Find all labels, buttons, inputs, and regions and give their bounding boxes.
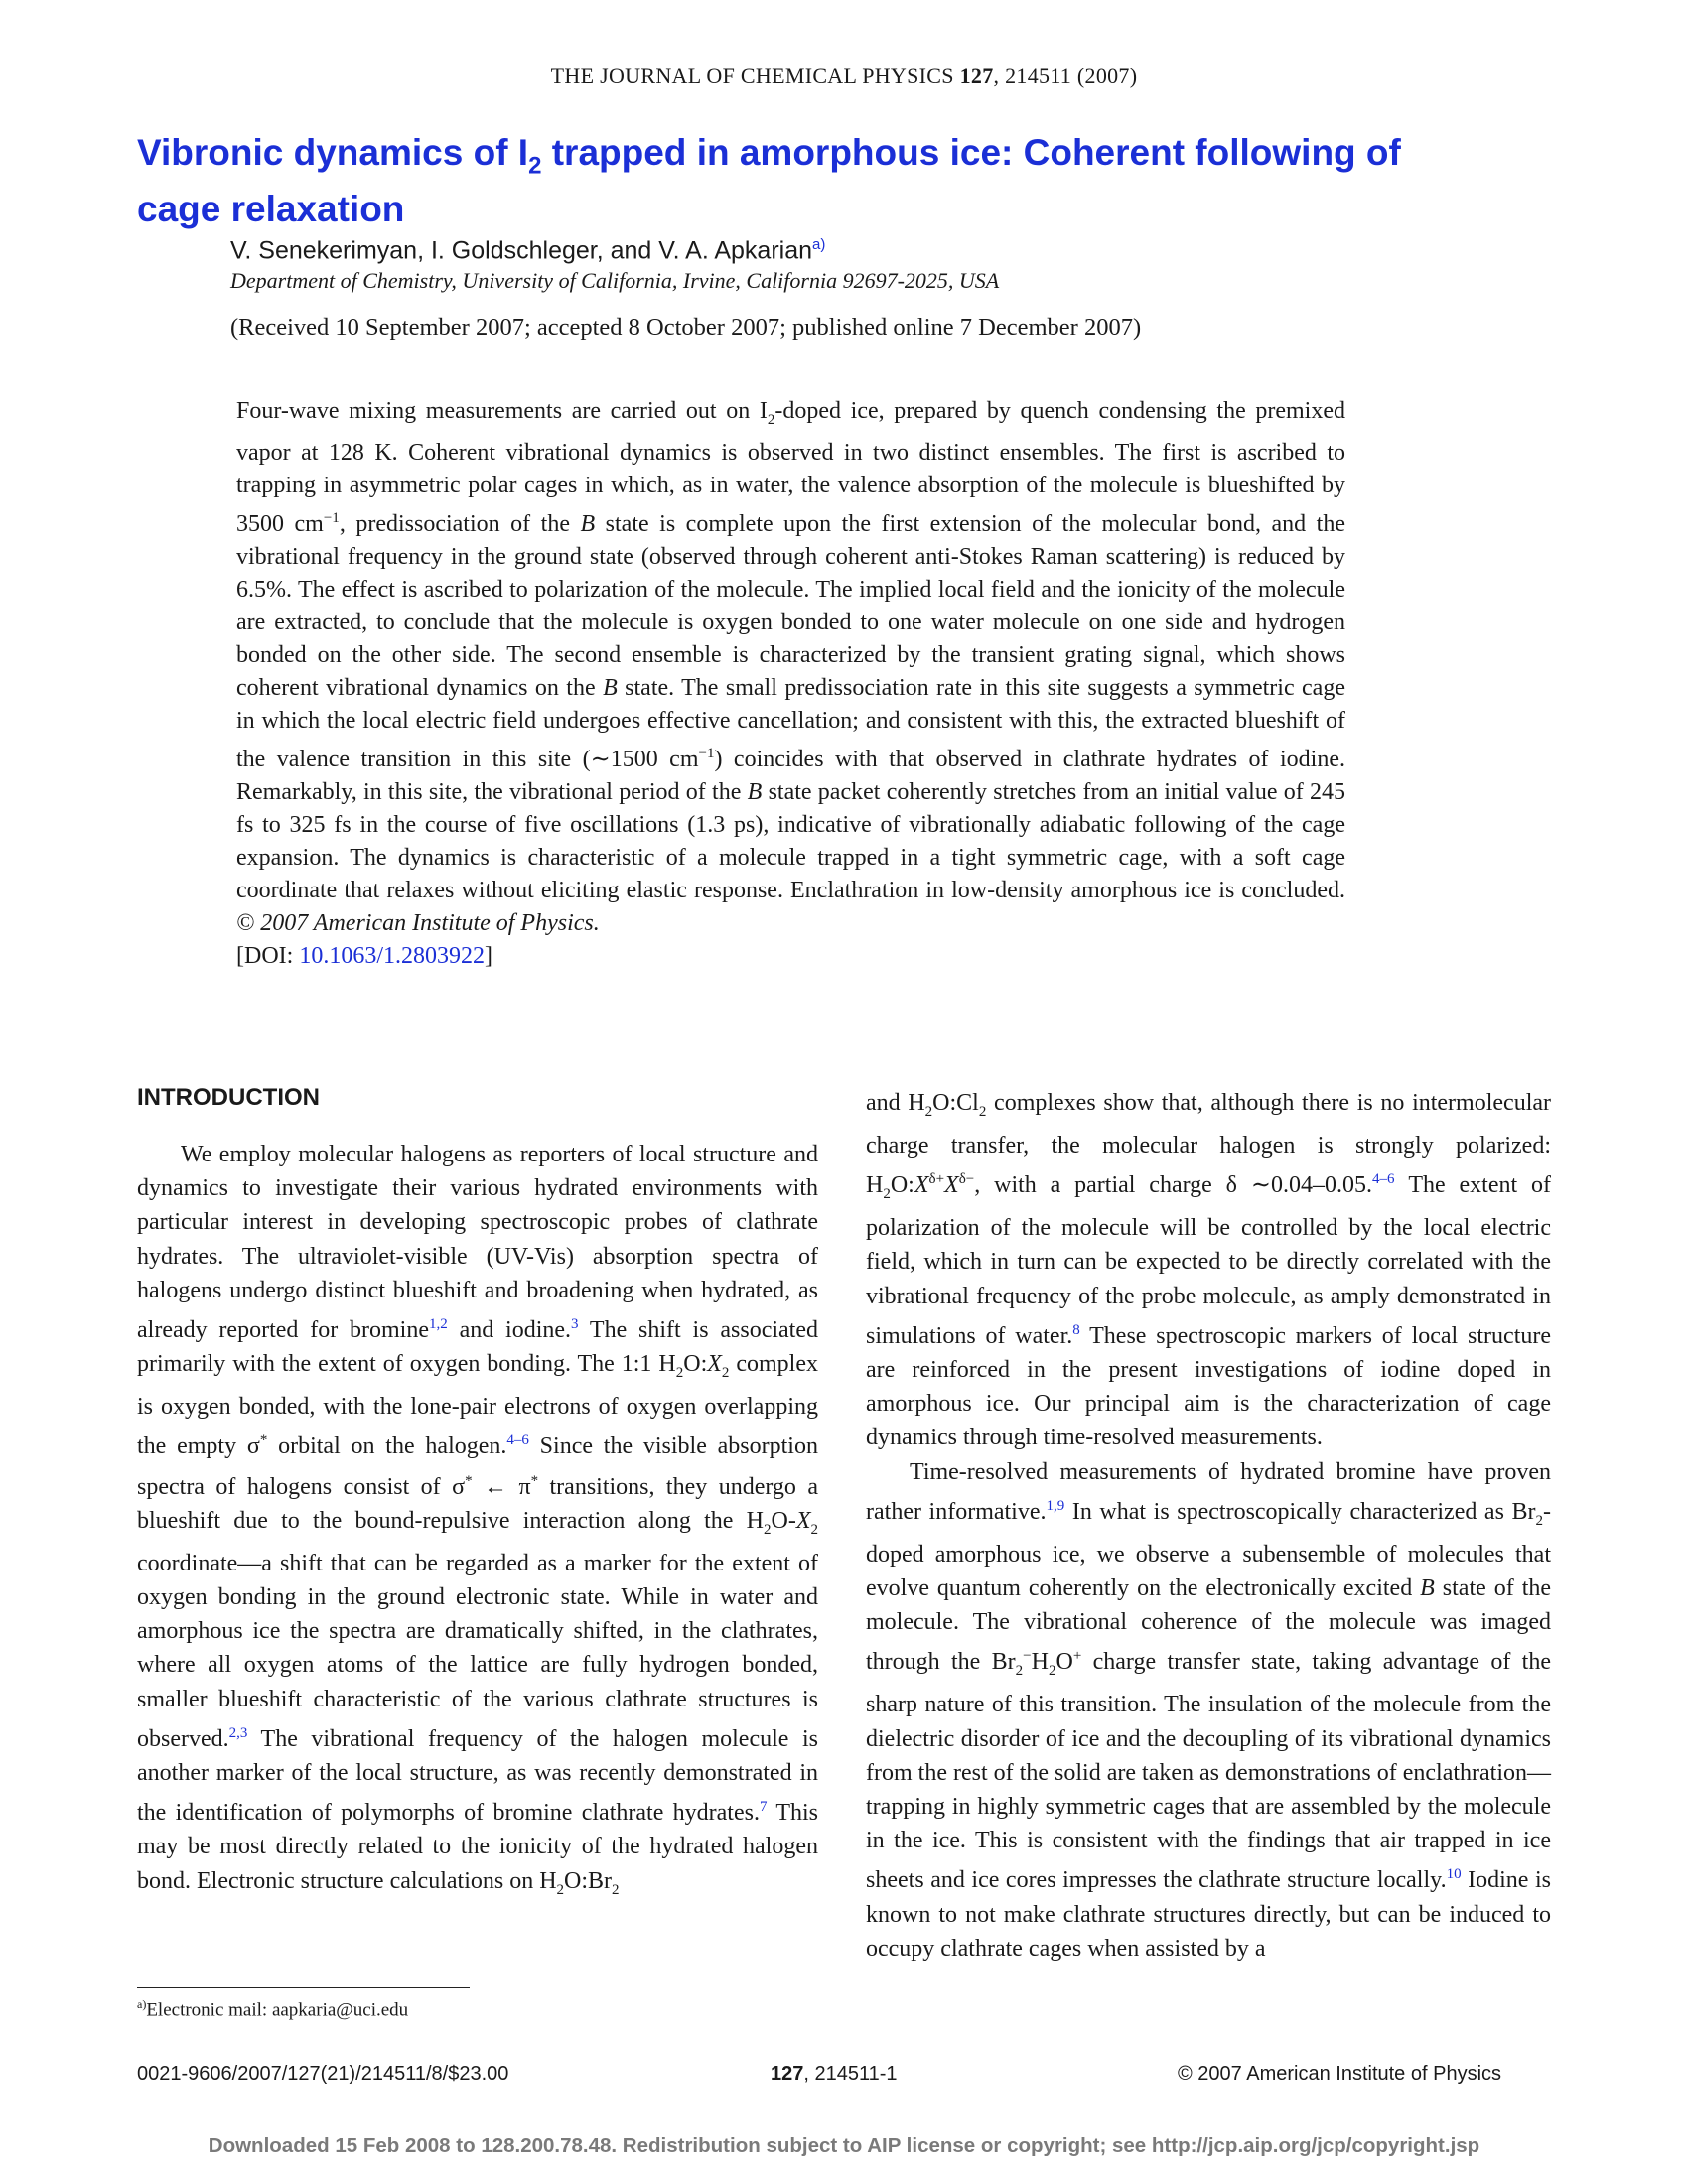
footer-page-number: 127, 214511-1: [771, 2063, 898, 2085]
citation-link[interactable]: 4–6: [1371, 1171, 1395, 1188]
doi-link[interactable]: 10.1063/1.2803922: [299, 942, 485, 969]
journal-header: THE JOURNAL OF CHEMICAL PHYSICS 127, 214511 (2007): [550, 64, 1138, 88]
article-title: Vibronic dynamics of $I_2$ trapped in amorphous ice: Coherent following of cage relaxation: [137, 132, 1401, 230]
section-heading-introduction: INTRODUCTION: [137, 1084, 320, 1111]
download-notice: Downloaded 15 Feb 2008 to 128.200.78.48. Redistribution subject to AIP license or copyright; see http://jcp.aip.org/jcp/copyright.jsp: [208, 2134, 1480, 2157]
citation-link[interactable]: 4–6: [506, 1433, 529, 1449]
citation-link[interactable]: 10: [1446, 1866, 1462, 1883]
right-column: [866, 1086, 1551, 1966]
footnote: $^{a)}$Electronic mail: aapkaria@uci.edu: [137, 1997, 409, 2021]
abstract: Four-wave mixing measurements are carried out on $I_2$-doped ice, prepared by quench condensing the premixed vapor at 128 K. Coherent vibrational dynamics is observed in two distinct ensembles. The first is ascribed to trapping in asymmetric polar cages in which, as in water, the valence absorption of the molecule is blueshifted by 3500 $cm^{-1}$, predissociation of the B state is complete upon the first extension of the molecular bond, and the vibrational frequency in the ground state (observed through coherent anti-Stokes Raman scattering) is reduced by 6.5%. The effect is ascribed to polarization of the molecule. The implied local field and the ionicity of the molecule are extracted, to conclude that the molecule is oxygen bonded to one water molecule on one side and hydrogen bonded on the other side. The second ensemble is characterized by the transient grating signal, which shows coherent vibrational dynamics on the B state. The small predissociation rate in this site suggests a symmetric cage in which the local electric field undergoes effective cancellation; and consistent with this, the extracted blueshift of the valence transition in this site (∼1500 $cm^{-1}$) coincides with that observed in clathrate hydrates of iodine. Remarkably, in this site, the vibrational period of the B state packet coherently stretches from an initial value of 245 fs to 325 fs in the course of five oscillations (1.3 ps), indicative of vibrationally adiabatic following of the cage expansion. The dynamics is characteristic of a molecule trapped in a tight symmetric cage, with a soft cage coordinate that relaxes without eliciting elastic response. Enclathration in low-density amorphous ice is concluded. © 2007 American Institute of Physics. [DOI: 10.1063/1.2803922]: [236, 398, 1345, 969]
citation-link[interactable]: 1,2: [429, 1316, 448, 1333]
doi: [DOI: 10.1063/1.2803922]: [236, 942, 492, 969]
footnote-divider: [137, 1987, 470, 1988]
affiliation: Department of Chemistry, University of California, Irvine, California 92697-2025, USA: [230, 268, 1000, 293]
abstract-copyright: © 2007 American Institute of Physics.: [236, 909, 600, 936]
intro-paragraph-1-continued: and $H_2O:Cl_2$ complexes show that, although there is no intermolecular charge transfer, the molecular halogen is strongly polarized: $H_2O:X^{\delta+}X^{\delta-}$, with a partial charge δ ∼0.04–0.05.$^{4-6}$ The extent of polarization of the molecule will be controlled by the local electric field, which in turn can be expected to be directly correlated with the vibrational frequency of the probe molecule, as amply demonstrated in simulations of water.$^8$ These spectroscopic markers of local structure are reinforced in the present investigations of iodine doped in amorphous ice. Our principal aim is the characterization of cage dynamics through time-resolved measurements.: [866, 1090, 1552, 1451]
footer-issn: 0021-9606/2007/127(21)/214511/8/$23.00: [137, 2063, 509, 2085]
received-dates: (Received 10 September 2007; accepted 8 October 2007; published online 7 December 2007): [230, 314, 1142, 341]
left-column: [137, 1138, 818, 1907]
intro-paragraph-1: We employ molecular halogens as reporters of local structure and dynamics to investigate their various hydrated environments with particular interest in developing spectroscopic probes of clathrate hydrates. The ultraviolet-visible (UV-Vis) absorption spectra of halogens undergo distinct blueshift and broadening when hydrated, as already reported for bromine$^{1,2}$ and iodine.$^3$ The shift is associated primarily with the extent of oxygen bonding. The 1:1 $H_2O:X_2$ complex is oxygen bonded, with the lone-pair electrons of oxygen overlapping the empty σ* orbital on the halogen.$^{4-6}$ Since the visible absorption spectra of halogens consist of σ* ← π* transitions, they undergo a blueshift due to the bound-repulsive interaction along the $H_2O-X_2$ coordinate—a shift that can be regarded as a marker for the extent of oxygen bonding in the ground electronic state. While in water and amorphous ice the spectra are dramatically shifted, in the clathrates, where all oxygen atoms of the lattice are fully hydrogen bonded, smaller blueshift characteristic of the various clathrate structures is observed.$^{2,3}$ The vibrational frequency of the halogen molecule is another marker of the local structure, as was recently demonstrated in the identification of polymorphs of bromine clathrate hydrates.$^7$ This may be most directly related to the ionicity of the hydrated halogen bond. Electronic structure calculations on $H_2O:Br_2$: [137, 1142, 819, 1898]
authors: V. Senekerimyan, I. Goldschleger, and V. A. Apkarian$^{a)}$: [230, 236, 826, 265]
citation-link[interactable]: 8: [1072, 1321, 1080, 1338]
citation-link[interactable]: 3: [571, 1316, 579, 1333]
intro-paragraph-2: Time-resolved measurements of hydrated bromine have proven rather informative.$^{1,9}$ In what is spectroscopically characterized as $Br_2$-doped amorphous ice, we observe a subensemble of molecules that evolve quantum coherently on the electronically excited B state of the molecule. The vibrational coherence of the molecule was imaged through the $Br_2^-H_2O^+$ charge transfer state, taking advantage of the sharp nature of this transition. The insulation of the molecule from the dielectric disorder of ice and the decoupling of its vibrational dynamics from the rest of the solid are taken as demonstrations of enclathration—trapping in highly symmetric cages that are assembled by the molecule in the ice. This is consistent with the findings that air trapped in ice sheets and ice cores impresses the clathrate structure locally.$^{10}$ Iodine is known to not make clathrate structures directly, but can be induced to occupy clathrate cages when assisted by a: [866, 1458, 1552, 1962]
citation-link[interactable]: 1,9: [1046, 1497, 1065, 1514]
author-footnote-mark[interactable]: a): [812, 236, 826, 253]
citation-link[interactable]: 2,3: [228, 1724, 248, 1741]
citation-link[interactable]: 7: [759, 1799, 768, 1816]
footer-copyright: © 2007 American Institute of Physics: [1178, 2063, 1502, 2085]
